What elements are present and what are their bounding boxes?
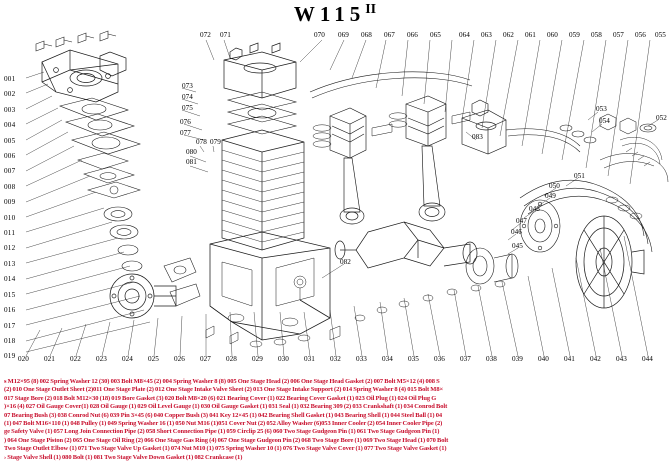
callout-026: 026 [174,355,185,363]
legend-line-1: s M12×95 (8) 002 Spring Washer 12 (30) 003 Bolt M8×45 (2) 004 Spring Washer 8 (8) 005 One Stage Head (2) 006 One Stage Head Gasket (2) 007 Bolt M5×12 (4) 008 S [4,378,440,385]
callout-004: 004 [4,121,16,130]
legend-line-2: (2) 010 One Stage Outlet Sheet (2)011 One Stage Plate (2) 012 One Stage Intake Valve Sheet (2) 013 One Stage Intake Support (2) 014 Spring Washer 8 (4) 015 Bolt M8× [4,386,444,394]
callout-049: 049 [545,192,556,200]
callout-056: 056 [635,31,646,39]
callout-072: 072 [200,31,211,39]
callout-069: 069 [338,31,349,39]
callout-082: 082 [340,258,351,266]
callout-012: 012 [4,244,16,253]
callout-051: 051 [574,172,585,180]
callout-079: 079 [210,138,221,146]
legend-line-4: )×16 (4) 027 Oil Gauge Cover(1) 028 Oil Gauge (1) 029 Oil Level Gauge (1) 030 Oil Gauge Gasket (1) 031 Seal (1) 032 Bearing 309 (2) 033 Crankshaft (1) 034 Conrod Bolt [4,403,448,411]
callout-034: 034 [382,355,393,363]
callout-057: 057 [613,31,624,39]
callout-022: 022 [70,355,81,363]
callout-030: 030 [278,355,289,363]
callout-064: 064 [459,31,470,39]
callout-080: 080 [186,148,197,156]
page-title-suffix: II [365,2,377,17]
callout-073: 073 [182,82,193,90]
callout-066: 066 [407,31,418,39]
callout-021: 021 [44,355,55,363]
callout-005: 005 [4,136,16,145]
callout-075: 075 [182,104,193,112]
callout-058: 058 [591,31,602,39]
callout-052: 052 [656,114,667,122]
callout-038: 038 [486,355,497,363]
callout-060: 060 [547,31,558,39]
callout-016: 016 [4,306,16,315]
callout-040: 040 [538,355,549,363]
callout-025: 025 [148,355,159,363]
callout-083: 083 [472,133,483,141]
callout-062: 062 [503,31,514,39]
callout-059: 059 [569,31,580,39]
legend-line-9: Two Stage Outlet Elbow (1) 071 Two Stage Valve Up Gasket (1) 074 Nut M10 (1) 075 Spring Washer 10 (1) 076 Two Stage Valve Cover (1) 077 Two Stage Valve Gasket (1) [4,445,447,453]
callout-027: 027 [200,355,211,363]
callout-002: 002 [4,90,16,99]
callout-065: 065 [430,31,441,39]
callout-007: 007 [4,167,16,176]
callout-074: 074 [182,93,193,101]
callout-047: 047 [516,217,527,225]
callout-028: 028 [226,355,237,363]
callout-061: 061 [525,31,536,39]
callout-010: 010 [4,213,16,222]
callout-043: 043 [616,355,627,363]
callout-053: 053 [596,105,607,113]
callout-067: 067 [384,31,395,39]
callout-015: 015 [4,290,16,299]
callout-077: 077 [180,129,191,137]
callout-078: 078 [196,138,207,146]
callout-013: 013 [4,259,16,268]
callout-024: 024 [122,355,133,363]
callout-029: 029 [252,355,263,363]
callout-045: 045 [512,242,523,250]
parts-list-legend [4,378,668,462]
callout-031: 031 [304,355,315,363]
callout-070: 070 [314,31,325,39]
callout-019: 019 [4,352,16,361]
callout-076: 076 [180,118,191,126]
callout-011: 011 [4,229,16,238]
callout-032: 032 [330,355,341,363]
callout-018: 018 [4,336,16,345]
callout-036: 036 [434,355,445,363]
callout-046: 046 [511,228,522,236]
legend-line-3: 017 Stage Bore (2) 018 Bolt M12×30 (18) 019 Bore Gasket (3) 020 Bolt M8×20 (6) 021 Bearing Cover (1) 022 Bearing Cover Gasket (1) 023 Oil Plug (1) 024 Oil Plug G [4,394,437,402]
callout-003: 003 [4,105,16,114]
callout-081: 081 [186,158,197,166]
callout-041: 041 [564,355,575,363]
callout-column-left [4,72,26,365]
callout-033: 033 [356,355,367,363]
callout-054: 054 [599,117,610,125]
callout-037: 037 [460,355,471,363]
legend-line-8: ) 064 One Stage Piston (2) 065 One Stage Oil Ring (2) 066 One Stage Gas Ring (4) 067 One Stage Gudgeon Pin (2) 068 Two Stage Bore (1) 069 Two Stage Head (1) 070 Bolt [4,436,449,444]
callout-001: 001 [4,75,16,83]
callout-017: 017 [4,321,16,330]
callout-039: 039 [512,355,523,363]
callout-009: 009 [4,198,16,207]
callout-044: 044 [642,355,653,363]
callout-050: 050 [549,182,560,190]
legend-line-6: (1) 047 Bolt M16×110 (1) 048 Pulley (1) 049 Spring Washer 16 (1) 050 Nut M16 (1)051 Cover Nut (2) 052 Alloy Washer (6)053 Inner Cooler (2) 054 Inner Cooler Pipe (2) [4,420,443,428]
callout-006: 006 [4,152,16,161]
legend-line-5: 07 Bearing Bush (3) 038 Conrod Nut (6) 039 Pin 3×45 (6) 040 Copper Bush (3) 041 Key 12×45 (1) 042 Bearing Shell Gasket (1) 043 Bearing Shell (1) 044 Steel Ball (1) 04 [4,411,443,419]
callout-035: 035 [408,355,419,363]
callout-071: 071 [220,31,231,39]
callout-048: 048 [529,205,540,213]
callout-020: 020 [18,355,29,363]
page-title-main: W115 [293,2,366,26]
callout-014: 014 [4,275,16,284]
callout-055: 055 [655,31,666,39]
callout-023: 023 [96,355,107,363]
page-title [0,2,670,27]
callout-042: 042 [590,355,601,363]
legend-line-10: › Stage Valve Shell (1) 080 Bolt (1) 081 Two Stage Valve Down Gasket (1) 082 Crankcase (1) [4,453,243,461]
callout-063: 063 [481,31,492,39]
callout-068: 068 [361,31,372,39]
callout-008: 008 [4,182,16,191]
legend-line-7: ge Safety Valve (1) 057 Long Join Connection Pipe (2) 058 Short Connection Pipe (1) 059 Circlip 25 (6) 060 Two Stage Gudgeon Pin (1) 061 Two Stage Gudgeon Pin (1) [4,428,440,436]
